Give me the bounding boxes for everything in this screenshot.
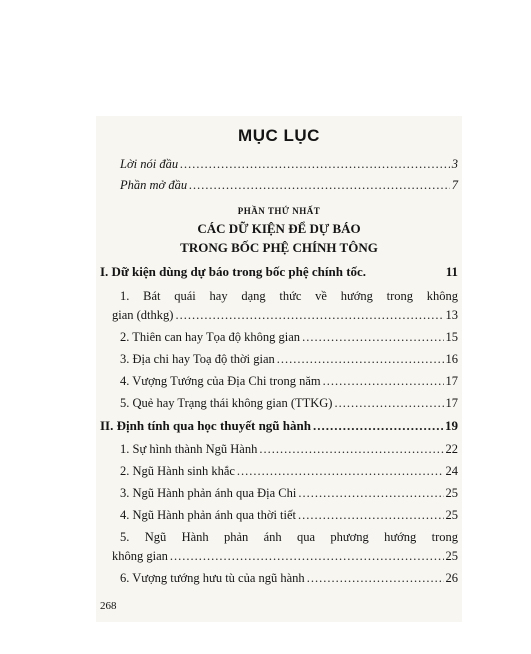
toc-section-page: 11 — [445, 264, 458, 279]
toc-entry-label: Phần mở đầu — [120, 178, 188, 192]
toc-entry-page: 25 — [445, 486, 458, 500]
toc-entry-label: 1. Sự hình thành Ngũ Hành — [120, 442, 258, 456]
dot-leader — [313, 418, 443, 434]
dot-leader — [170, 548, 444, 564]
toc-entry — [112, 307, 458, 323]
dot-leader — [307, 570, 444, 586]
toc-entry — [120, 507, 458, 523]
toc-entry-page: 13 — [445, 308, 458, 322]
part-title-line-2: TRONG BỐC PHỆ CHÍNH TÔNG — [180, 240, 378, 255]
toc-entry-page: 26 — [445, 571, 458, 585]
toc-entry — [120, 373, 458, 389]
toc-entry-label: 4. Ngũ Hành phản ánh qua thời tiết — [120, 508, 297, 522]
toc-entry — [120, 351, 458, 367]
dot-leader — [180, 156, 450, 172]
toc-entry — [112, 548, 458, 564]
toc-section-heading — [100, 264, 458, 280]
toc-section-heading — [100, 418, 458, 434]
toc-entry-label: không gian — [112, 549, 168, 563]
dot-leader — [302, 329, 443, 345]
dot-leader — [189, 177, 450, 193]
toc-entry-page: 24 — [445, 464, 458, 478]
toc-entry-label: 2. Ngũ Hành sinh khắc — [120, 464, 235, 478]
toc-entry-page: 17 — [445, 374, 458, 388]
toc-entry-page: 22 — [445, 442, 458, 456]
toc-entry — [120, 570, 458, 586]
toc-entry-label: 3. Ngũ Hành phản ánh qua Địa Chi — [120, 486, 297, 500]
toc-entry-page: 7 — [451, 178, 458, 192]
dot-leader — [277, 351, 444, 367]
toc-entry-page: 25 — [445, 508, 458, 522]
dot-leader — [334, 395, 443, 411]
toc-entry-wrapped-first-line: 1. Bát quái hay dạng thức về hướng trong không — [120, 289, 458, 303]
toc-entry-wrapped-first-line: 5. Ngũ Hành phản ánh qua phương hướng trong — [120, 530, 458, 544]
dot-leader — [237, 463, 444, 479]
toc-entry-label: gian (dthkg) — [112, 308, 174, 322]
toc-entry-label: 3. Địa chi hay Toạ độ thời gian — [120, 352, 275, 366]
dot-leader — [259, 441, 443, 457]
toc-entry — [120, 329, 458, 345]
toc-entry-page: 3 — [451, 157, 458, 171]
dot-leader — [175, 307, 443, 323]
toc-entry-preface — [120, 156, 458, 172]
page-number: 268 — [100, 600, 117, 612]
toc-entry-label: 5. Quẻ hay Trạng thái không gian (TTKG) — [120, 396, 333, 410]
toc-entry — [120, 395, 458, 411]
dot-leader — [298, 507, 443, 523]
part-title-line-1: CÁC DỮ KIỆN ĐỂ DỰ BÁO — [197, 221, 361, 236]
toc-entry-label: 4. Vượng Tướng của Địa Chi trong năm — [120, 374, 321, 388]
toc-section-page: 19 — [445, 418, 458, 433]
part-label: PHẦN THỨ NHẤT — [237, 206, 321, 216]
toc-entry-label: 2. Thiên can hay Tọa độ không gian — [120, 330, 301, 344]
book-page — [96, 116, 462, 622]
toc-section-label: I. Dữ kiện dùng dự báo trong bốc phệ chính tốc. — [100, 264, 367, 279]
toc-entry — [120, 485, 458, 501]
toc-entry-page: 16 — [445, 352, 458, 366]
page-title: MỤC LỤC — [238, 126, 320, 145]
toc-entry-page: 17 — [445, 396, 458, 410]
toc-entry-label: Lời nói đầu — [120, 157, 179, 171]
toc-section-label: II. Định tính qua học thuyết ngũ hành — [100, 418, 311, 433]
toc-entry — [120, 463, 458, 479]
toc-entry-page: 25 — [445, 549, 458, 563]
toc-entry-page: 15 — [445, 330, 458, 344]
toc-entry-introduction — [120, 177, 458, 193]
dot-leader — [298, 485, 443, 501]
dot-leader — [323, 373, 444, 389]
toc-entry-label: 6. Vượng tướng hưu tù của ngũ hành — [120, 571, 305, 585]
toc-entry — [120, 441, 458, 457]
